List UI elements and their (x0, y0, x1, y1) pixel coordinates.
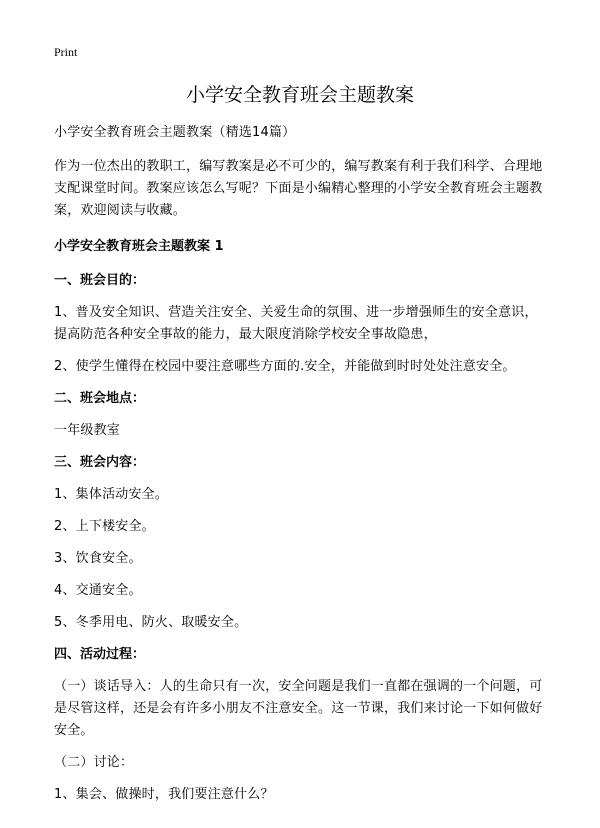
content-item: 2、上下楼安全。 (54, 519, 155, 534)
process-paragraph: （二）讨论： (54, 755, 134, 770)
document-title: 小学安全教育班会主题教案 (185, 84, 414, 106)
section-heading: 小学安全教育班会主题教案 1 (54, 239, 224, 254)
goal-item: 2、使学生懂得在校园中要注意哪些方面的.安全，并能做到时时处处注意安全。 (54, 359, 516, 374)
document-subtitle: 小学安全教育班会主题教案（精选14篇） (54, 125, 296, 140)
content-heading: 三、班会内容： (54, 455, 146, 470)
content-item: 5、冬季用电、防火、取暖安全。 (54, 615, 248, 630)
goal-item: 1、普及安全知识、营造关注安全、关爱生命的氛围、进一步增强师生的安全意识，提高防范各种安全事故的能力，最大限度消除学校安全事故隐患， (54, 305, 538, 342)
process-heading: 四、活动过程： (54, 647, 146, 662)
intro-paragraph: 作为一位杰出的教职工，编写教案是必不可少的，编写教案有利于我们科学、合理地支配课堂时间。教案应该怎么写呢？下面是小编精心整理的小学安全教育班会主题教案，欢迎阅读与收藏。 (54, 159, 543, 218)
content-item: 3、饮食安全。 (54, 551, 142, 566)
process-paragraph: （一）谈话导入：人的生命只有一次，安全问题是我们一直都在强调的一个问题，可是尽管这样，还是会有许多小朋友不注意安全。这一节课，我们来讨论一下如何做好安全。 (54, 679, 543, 738)
location-value: 一年级教室 (54, 423, 121, 438)
content-item: 4、交通安全。 (54, 583, 142, 598)
goal-heading: 一、班会目的： (54, 273, 146, 288)
content-item: 1、集体活动安全。 (54, 487, 169, 502)
process-paragraph: 1、集会、做操时，我们要注意什么？ (54, 787, 274, 802)
location-heading: 二、班会地点： (54, 391, 146, 406)
print-link[interactable]: Print (54, 45, 78, 59)
